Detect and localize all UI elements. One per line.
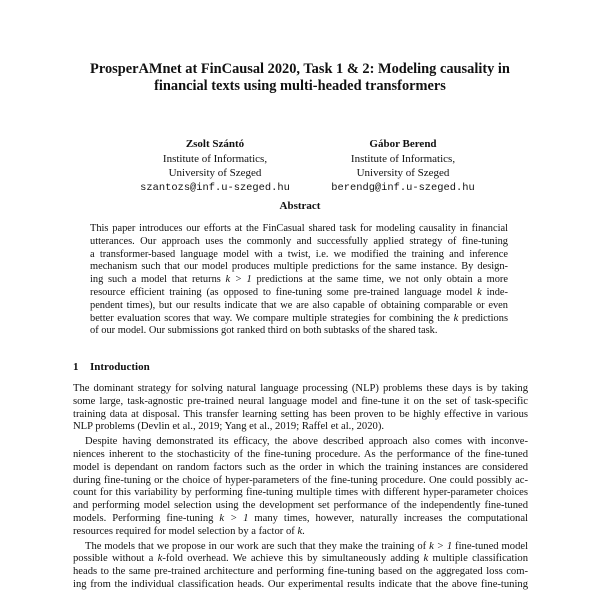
text-segment: heads to the same pre-trained architecture and performing fine-tuning based on the aggregated loss com-	[73, 566, 528, 578]
author-name: Zsolt Szántó	[185, 138, 245, 150]
body-line	[73, 566, 528, 579]
abstract-line	[90, 223, 508, 236]
text-segment: ing from the individual classification heads. Our experimental results indicate that the above fine-tuning	[73, 578, 528, 590]
text-segment: The models that we propose in our work are such that they make the training of	[85, 540, 430, 552]
text-segment: .	[302, 525, 305, 537]
body-line	[73, 449, 528, 462]
text-segment: better evaluation scores that way. We compare multiple strategies for combining the	[90, 312, 454, 324]
text-segment: count for this variability by performing fine-tuning multiple times with different hyper-parameter choices	[73, 487, 528, 499]
abstract-line	[90, 325, 508, 338]
body-line	[73, 421, 528, 434]
section-number: 1	[73, 361, 79, 373]
text-segment: niences inherent to the stochasticity of the fine-tuning procedure. As the performance of the fine-tuned	[73, 448, 528, 460]
section-heading	[73, 360, 150, 374]
abstract-line	[90, 313, 508, 326]
body-line	[73, 541, 528, 554]
text-segment: predictions	[458, 312, 508, 324]
math-symbol: k > 1	[429, 540, 453, 552]
text-segment: fine-tuned model	[452, 540, 529, 552]
body-line	[73, 526, 528, 539]
abstract-line	[90, 261, 508, 274]
body-line	[73, 396, 528, 409]
math-symbol: k	[423, 553, 429, 565]
text-segment: -fold overhead. We achieve this by simultaneously adding	[162, 553, 424, 565]
abstract-text	[90, 223, 508, 338]
author-email[interactable]: szantozs@inf.u-szeged.hu	[140, 181, 290, 194]
text-segment: The dominant strategy for solving natural language processing (NLP) problems these days is by taking	[73, 383, 528, 394]
abstract-line	[90, 300, 508, 313]
paper-title	[60, 61, 540, 95]
text-segment: during fine-tuning or the choice of hyper-parameters of the fine-tuning procedure. One could possibly ac-	[73, 474, 528, 486]
author-affiliation: Institute of Informatics,	[162, 152, 268, 165]
math-symbol: k	[477, 286, 482, 298]
body-line	[73, 475, 528, 488]
text-segment: Despite having demonstrated its efficacy, the above described approach also comes with inconve-	[85, 436, 528, 448]
text-segment: many times, however, naturally increases the computational	[248, 512, 528, 524]
paragraph	[73, 383, 528, 434]
author-affiliation: Institute of Informatics,	[350, 152, 456, 165]
body-line	[73, 487, 528, 500]
body-line	[73, 383, 528, 396]
text-segment: model is dependant on random factors such as the order in which the training instances are considered	[73, 461, 528, 473]
text-segment: mechanism such that our model produces multiple predictions for the same instance. By design-	[90, 261, 508, 273]
body-line	[73, 579, 528, 592]
body-line	[73, 462, 528, 475]
text-segment: resource efficient training (as opposed to fine-tuning some pre-trained language model	[90, 286, 478, 298]
math-symbol: k	[157, 553, 163, 565]
body-line	[73, 409, 528, 422]
math-symbol: k	[453, 312, 459, 324]
section-title: Introduction	[90, 361, 150, 373]
abstract-line	[90, 249, 508, 262]
text-segment: inde-	[481, 286, 508, 298]
author-university: University of Szeged	[168, 167, 262, 179]
abstract-line	[90, 236, 508, 249]
body-line	[73, 513, 528, 526]
text-segment: This paper introduces our efforts at the FinCasual shared task for modeling causality in financial	[90, 223, 508, 234]
math-symbol: k > 1	[225, 274, 252, 286]
text-segment: pendent times), but our results indicate that we are also capable of obtaining comparable or even	[90, 299, 508, 311]
text-segment: utterances. Our approach uses the commonly and successfully applied strategy of fine-tuning	[90, 235, 508, 247]
text-segment: a transformer-based language model with a twist, i.e. we modified the training and inference	[90, 248, 508, 260]
text-segment: NLP problems (Devlin et al., 2019; Yang et al., 2019; Raffel et al., 2020).	[73, 421, 384, 433]
abstract-line	[90, 274, 508, 287]
title-line: financial texts using multi-headed transformers	[154, 78, 446, 94]
text-segment: ing such a model that returns	[90, 274, 226, 286]
text-segment: training data at disposal. This transfer learning setting has been proven to be highly effective in various	[73, 408, 528, 420]
body-line	[73, 500, 528, 513]
text-segment: resources required for model selection by a factor of	[73, 525, 298, 537]
abstract-line	[90, 287, 508, 300]
paragraph	[73, 541, 528, 592]
author-name: Gábor Berend	[369, 138, 437, 150]
text-segment: possible without a	[73, 553, 158, 565]
body-text	[73, 383, 528, 592]
author-block	[105, 137, 325, 195]
text-segment: predictions at the same time, we not only obtain a more	[251, 274, 508, 286]
body-line	[73, 436, 528, 449]
title-line: ProsperAMnet at FinCausal 2020, Task 1 & 2: Modeling causality in	[90, 61, 510, 77]
text-segment: models. Performing fine-tuning	[73, 512, 220, 524]
text-segment: and performing model selection using the development set performance of the independently fine-tuned	[73, 500, 528, 512]
body-line	[73, 553, 528, 566]
text-segment: multiple classification	[428, 553, 528, 565]
author-university: University of Szeged	[356, 167, 450, 179]
text-segment: of our model. Our submissions got ranked third on both subtasks of the shared task.	[90, 325, 438, 337]
author-block	[293, 137, 513, 195]
math-symbol: k > 1	[219, 512, 249, 524]
paragraph	[73, 436, 528, 538]
math-symbol: k	[297, 525, 303, 537]
author-email[interactable]: berendg@inf.u-szeged.hu	[331, 181, 475, 194]
text-segment: some large, task-agnostic pre-trained neural language model and fine-tune it on the set of task-specific	[73, 395, 528, 407]
abstract-heading: Abstract	[279, 200, 321, 212]
